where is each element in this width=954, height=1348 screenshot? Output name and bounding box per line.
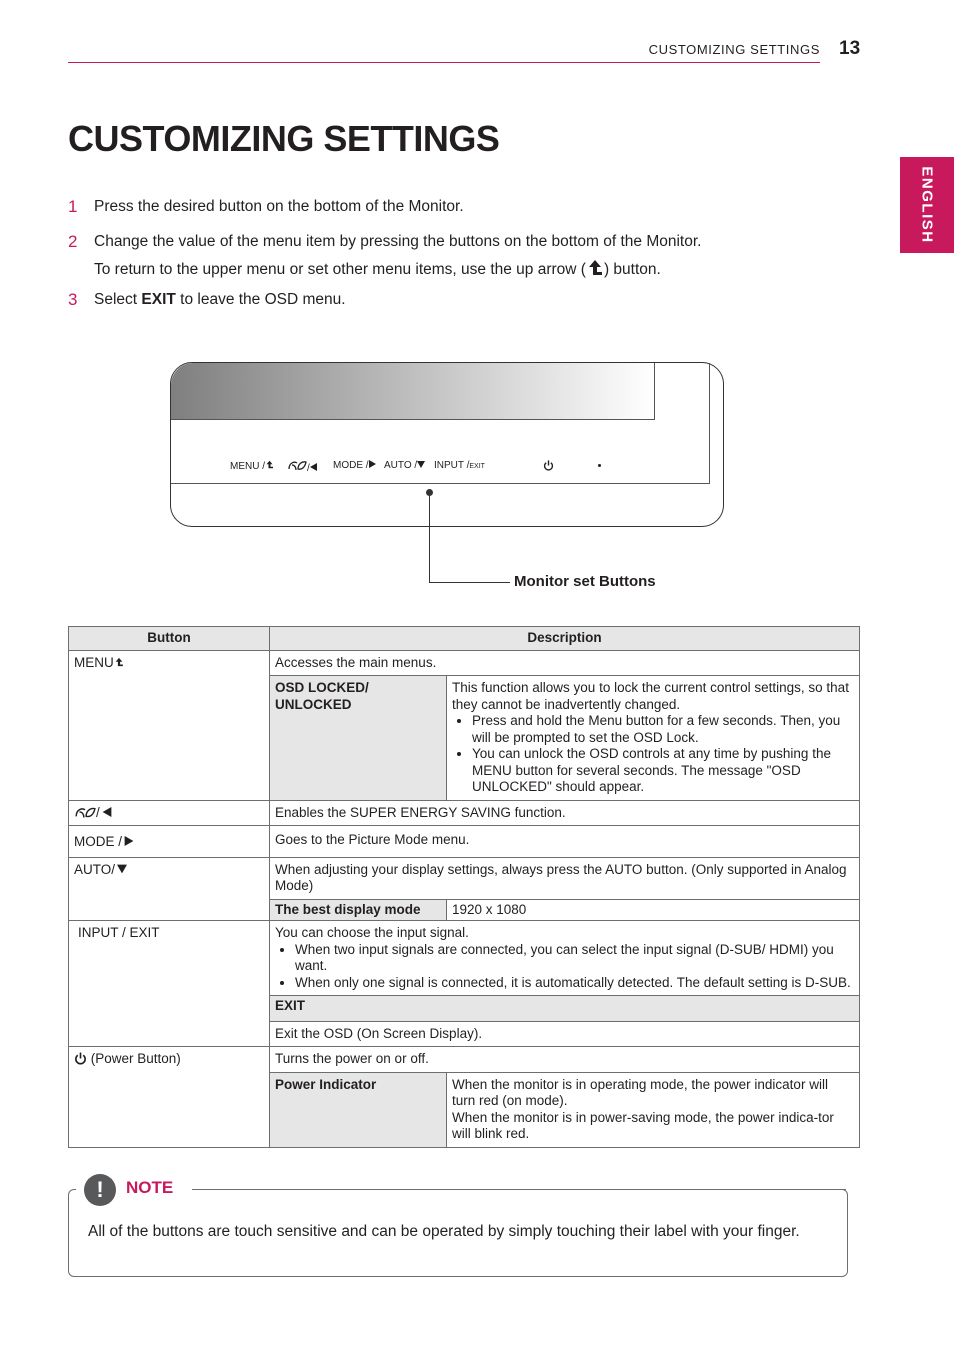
button-cell bbox=[69, 800, 270, 826]
page-title: CUSTOMIZING SETTINGS bbox=[68, 118, 500, 159]
button-name: (Power Button) bbox=[90, 1051, 181, 1066]
step-number: 3 bbox=[68, 290, 78, 309]
eco-leaf-icon bbox=[74, 806, 96, 819]
running-header: CUSTOMIZING SETTINGS bbox=[648, 42, 820, 57]
table-row bbox=[69, 650, 860, 676]
sub-line: When the monitor is in operating mode, the power indicator will turn red (on mode). bbox=[452, 1076, 828, 1108]
mode-button-label bbox=[333, 460, 376, 471]
list-item: • Press and hold the Menu button for a few seconds. Then, you will be prompted to set the OSD Lock. bbox=[472, 713, 854, 746]
header-rule bbox=[68, 62, 820, 63]
monitor-button-bar bbox=[171, 483, 710, 484]
left-triangle-icon bbox=[310, 463, 317, 471]
up-arrow-icon bbox=[114, 657, 124, 667]
bullet-list bbox=[452, 713, 854, 796]
description-cell: Exit the OSD (On Screen Display). bbox=[270, 1021, 860, 1047]
button-cell: INPUT / EXIT bbox=[69, 921, 270, 1047]
list-item: • When two input signals are connected, you can select the input signal (D-SUB/ HDMI) you want. bbox=[295, 942, 854, 975]
note-rule bbox=[192, 1189, 846, 1190]
callout-label: Monitor set Buttons bbox=[514, 573, 656, 590]
left-triangle-icon bbox=[102, 807, 112, 817]
button-name: AUTO/ bbox=[74, 861, 116, 877]
sub-value-cell: 1920 x 1080 bbox=[447, 899, 860, 921]
eco-label-text: / bbox=[307, 463, 310, 474]
column-header: Button bbox=[69, 627, 270, 651]
auto-button-label bbox=[384, 460, 425, 471]
sub-label-cell: OSD LOCKED/ UNLOCKED bbox=[270, 676, 447, 801]
step-text-continued bbox=[94, 259, 661, 279]
sub-label-cell: EXIT bbox=[270, 996, 860, 1022]
description-cell: When adjusting your display settings, always press the AUTO button. (Only supported in Analog Mode) bbox=[270, 857, 860, 899]
menu-label-text: MENU / bbox=[230, 461, 265, 472]
step-text: Change the value of the menu item by pressing the buttons on the bottom of the Monitor. bbox=[94, 233, 702, 250]
description-intro: You can choose the input signal. bbox=[275, 925, 469, 940]
exclamation-icon: ! bbox=[84, 1174, 116, 1206]
mode-label-text: MODE / bbox=[333, 460, 369, 471]
sub-label-cell: The best display mode bbox=[270, 899, 447, 921]
sub-description-cell bbox=[447, 1072, 860, 1147]
exit-label-text: EXIT bbox=[469, 463, 485, 470]
step-text-bold: EXIT bbox=[141, 291, 176, 308]
language-tab-label: ENGLISH bbox=[918, 166, 936, 244]
step-text-part: To return to the upper menu or set other menu items, use the up arrow ( bbox=[94, 261, 586, 278]
auto-label-text: AUTO / bbox=[384, 460, 418, 471]
table-row bbox=[69, 921, 860, 996]
language-tab bbox=[900, 157, 954, 253]
sub-description-cell bbox=[447, 676, 860, 801]
up-arrow-icon bbox=[586, 259, 604, 276]
note-title: NOTE bbox=[126, 1178, 174, 1197]
step-text-part: to leave the OSD menu. bbox=[175, 291, 346, 308]
button-cell bbox=[69, 857, 270, 921]
note-text: All of the buttons are touch sensitive and can be operated by simply touching their label with your finger. bbox=[88, 1223, 800, 1240]
sub-line: When the monitor is in power-saving mode, the power indica-tor will blink red. bbox=[452, 1109, 834, 1141]
step-text-part: ) button. bbox=[603, 261, 661, 278]
right-triangle-icon bbox=[124, 836, 134, 846]
power-indicator-dot bbox=[598, 464, 601, 467]
down-triangle-icon bbox=[417, 461, 425, 468]
button-name: MODE / bbox=[74, 834, 123, 849]
sub-intro: This function allows you to lock the current control settings, so that they cannot be inadvertently changed. bbox=[452, 680, 849, 712]
list-item: • When only one signal is connected, it is automatically detected. The default setting is D-SUB. bbox=[295, 975, 854, 992]
table-row bbox=[69, 857, 860, 899]
table-header-row bbox=[69, 627, 860, 651]
monitor-screen bbox=[171, 363, 655, 420]
description-cell: Accesses the main menus. bbox=[270, 650, 860, 676]
input-button-label bbox=[434, 460, 485, 471]
step-number: 2 bbox=[68, 232, 78, 251]
eco-leaf-icon bbox=[287, 460, 307, 471]
table-row bbox=[69, 826, 860, 858]
callout-line bbox=[429, 492, 430, 582]
step-text-part: Select bbox=[94, 291, 142, 308]
step-text bbox=[94, 291, 346, 309]
description-cell: Goes to the Picture Mode menu. bbox=[270, 826, 860, 858]
right-triangle-icon bbox=[369, 460, 376, 468]
button-cell bbox=[69, 650, 270, 800]
table-row bbox=[69, 1047, 860, 1073]
bullet-list bbox=[275, 942, 854, 992]
button-name: / bbox=[96, 804, 100, 820]
monitor-frame-edge bbox=[709, 363, 710, 483]
description-cell bbox=[270, 921, 860, 996]
step-text: Press the desired button on the bottom of the Monitor. bbox=[94, 198, 464, 215]
page-number: 13 bbox=[839, 38, 861, 59]
button-cell bbox=[69, 826, 270, 858]
table-row bbox=[69, 800, 860, 826]
description-cell: Turns the power on or off. bbox=[270, 1047, 860, 1073]
menu-button-label bbox=[230, 460, 274, 472]
list-item: • You can unlock the OSD controls at any time by pushing the MENU button for several seconds. The message "OSD UNLOCKED" should appear. bbox=[472, 746, 854, 796]
callout-line bbox=[429, 582, 510, 583]
sub-label-cell: Power Indicator bbox=[270, 1072, 447, 1147]
step-number: 1 bbox=[68, 197, 78, 216]
column-header: Description bbox=[270, 627, 860, 651]
up-arrow-icon bbox=[265, 460, 274, 469]
button-description-table bbox=[68, 626, 860, 1148]
input-label-text: INPUT / bbox=[434, 460, 470, 471]
down-triangle-icon bbox=[117, 864, 127, 874]
power-icon bbox=[74, 1052, 87, 1065]
description-cell: Enables the SUPER ENERGY SAVING function. bbox=[270, 800, 860, 826]
power-icon bbox=[543, 460, 554, 471]
button-cell bbox=[69, 1047, 270, 1148]
button-name: MENU bbox=[74, 654, 114, 670]
eco-button-label bbox=[287, 460, 317, 474]
